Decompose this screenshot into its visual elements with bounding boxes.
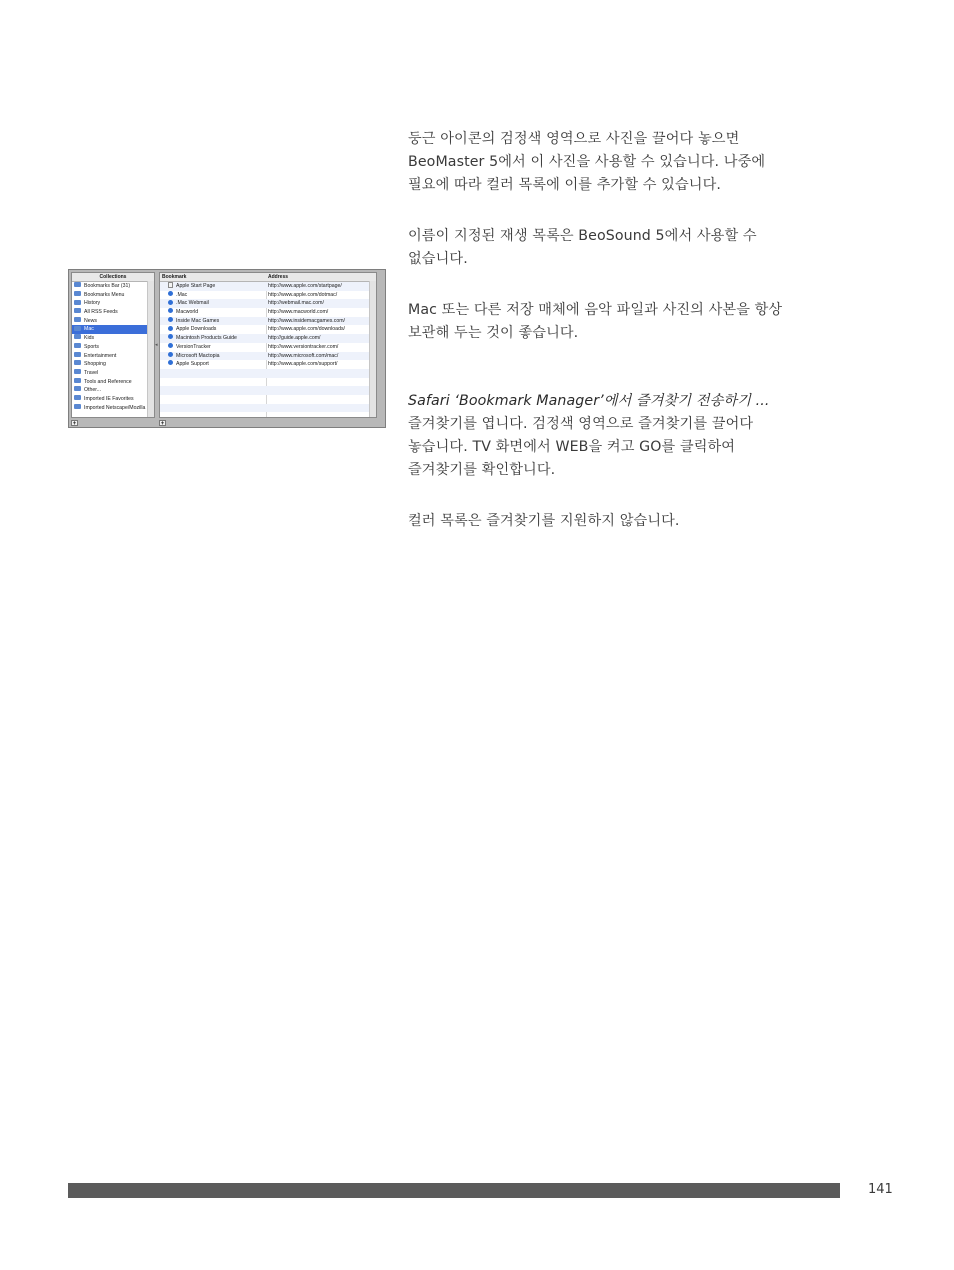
folder-icon [74, 326, 81, 331]
collection-label: News [84, 317, 97, 324]
globe-icon [168, 360, 173, 365]
collection-item [72, 395, 154, 404]
address-column-header: Address [268, 274, 289, 280]
empty-row [160, 395, 376, 404]
collection-label: Other... [84, 387, 102, 394]
bookmark-name: Apple Start Page [176, 283, 216, 289]
bookmark-name: .Mac [176, 291, 188, 298]
bookmark-list [160, 282, 376, 412]
collection-label: History [84, 300, 101, 307]
collection-label: Mac [84, 326, 94, 333]
collection-item [72, 334, 154, 343]
page-icon [168, 282, 173, 288]
collection-item [72, 369, 154, 378]
globe-icon [168, 352, 173, 357]
bookmark-address: http://www.versiontracker.com/ [268, 343, 339, 350]
bookmark-name: Inside Mac Games [176, 317, 220, 324]
bookmark-row [160, 308, 376, 317]
collection-item [72, 404, 154, 413]
folder-icon [74, 360, 81, 365]
empty-row [160, 386, 376, 395]
globe-icon [168, 300, 173, 305]
bookmark-address: http://www.apple.com/dotmac/ [268, 291, 338, 298]
bookmark-address: http://www.apple.com/support/ [268, 361, 338, 368]
folder-icon [74, 282, 81, 287]
folder-icon [74, 334, 81, 339]
collection-item [72, 360, 154, 369]
globe-icon [168, 326, 173, 331]
collection-item [72, 352, 154, 361]
bookmark-address: http://webmail.mac.com/ [268, 300, 324, 307]
bookmark-address: http://www.insidemacgames.com/ [268, 317, 345, 324]
collection-label: All RSS Feeds [84, 309, 118, 316]
folder-icon [74, 378, 81, 383]
bookmark-name: Macintosh Products Guide [176, 335, 237, 342]
collection-label: Shopping [84, 361, 106, 368]
bookmark-address: http://guide.apple.com/ [268, 335, 321, 342]
collection-label: Travel [84, 369, 99, 376]
bookmark-row [160, 299, 376, 308]
bookmark-name: .Mac Webmail [176, 300, 209, 307]
empty-row [160, 378, 376, 387]
bookmark-row [160, 317, 376, 326]
collection-label: Sports [84, 343, 99, 350]
add-collection-icon: + [72, 421, 77, 427]
folder-icon [74, 352, 81, 357]
folder-icon [74, 386, 81, 391]
collection-item [72, 317, 154, 326]
footer-bar [68, 1183, 840, 1198]
bookmark-row [160, 352, 376, 361]
pane-splitter-icon: ◂ [155, 342, 158, 348]
bookmark-row [160, 325, 376, 334]
paragraph-safari [408, 367, 848, 482]
collection-label: Entertainment [84, 352, 117, 359]
safari-body: 즐겨찾기를 엽니다. 검정색 영역으로 즐겨찾기를 끌어다 놓습니다. TV 화면에서 WEB을 켜고 GO를 클릭하여 즐겨찾기를 확인합니다. [408, 416, 754, 478]
bookmark-name: Apple Downloads [176, 326, 217, 333]
bookmark-row [160, 282, 376, 291]
bookmark-row [160, 343, 376, 352]
collection-item [72, 378, 154, 387]
bookmark-row [160, 334, 376, 343]
bookmark-address: http://www.microsoft.com/mac/ [268, 352, 339, 359]
body-text-column [408, 128, 848, 533]
bookmark-manager-screenshot [68, 269, 386, 428]
empty-row [160, 369, 376, 378]
paragraph-color-list: 컬러 목록은 즐겨찾기를 지원하지 않습니다. [408, 513, 680, 529]
folder-icon [74, 308, 81, 313]
bookmarks-pane [159, 272, 377, 418]
collection-label: Bookmarks Menu [84, 291, 125, 298]
bookmark-address: http://www.macworld.com/ [268, 309, 329, 316]
page-number: 141 [868, 1182, 893, 1197]
collection-item [72, 299, 154, 308]
paragraph-named-playlists: 이름이 지정된 재생 목록은 BeoSound 5에서 사용할 수 없습니다. [408, 228, 757, 267]
collection-item [72, 308, 154, 317]
bookmark-address: http://www.apple.com/downloads/ [268, 326, 345, 333]
globe-icon [168, 308, 173, 313]
folder-icon [74, 317, 81, 322]
globe-icon [168, 317, 173, 322]
collection-label: Imported IE Favorites [84, 395, 134, 402]
bookmarks-scrollbar [369, 281, 376, 417]
bookmark-name: VersionTracker [176, 343, 211, 350]
safari-heading: Safari ‘Bookmark Manager’에서 즐겨찾기 전송하기 ... [408, 393, 770, 409]
empty-row [160, 404, 376, 413]
paragraph-photo-drag: 둥근 아이콘의 검정색 영역으로 사진을 끌어다 놓으면 BeoMaster 5에서 이 사진을 사용할 수 있습니다. 나중에 필요에 따라 컬러 목록에 이를 추가할 수 있습니다. [408, 131, 766, 193]
bookmark-column-header: Bookmark [162, 274, 187, 280]
bookmark-name: Apple Support [176, 361, 209, 368]
globe-icon [168, 343, 173, 348]
bookmark-address: http://www.apple.com/startpage/ [268, 283, 342, 289]
bookmark-row [160, 360, 376, 369]
bookmark-row [160, 291, 376, 300]
folder-icon [74, 369, 81, 374]
globe-icon [168, 334, 173, 339]
collection-label: Bookmarks Bar (31) [84, 283, 131, 289]
add-bookmark-icon: + [160, 421, 165, 427]
paragraph-backup: Mac 또는 다른 저장 매체에 음악 파일과 사진의 사본을 항상 보관해 두는 것이 좋습니다. [408, 302, 783, 341]
collections-pane [71, 272, 155, 418]
collections-list [72, 282, 154, 412]
folder-icon [74, 395, 81, 400]
collection-item [72, 343, 154, 352]
collection-label: Imported Netscape/Mozilla [84, 404, 146, 411]
collection-label: Kids [84, 335, 95, 342]
collection-item [72, 325, 154, 334]
collections-scrollbar [147, 281, 154, 417]
bookmark-name: Macworld [176, 309, 199, 316]
bookmark-name: Microsoft Mactopia [176, 352, 220, 359]
folder-icon [74, 404, 81, 409]
collection-item [72, 386, 154, 395]
folder-icon [74, 291, 81, 296]
collection-item [72, 291, 154, 300]
folder-icon [74, 300, 81, 305]
collection-label: Tools and Reference [84, 378, 132, 385]
collection-item [72, 282, 154, 291]
globe-icon [168, 291, 173, 296]
collections-header: Collections [72, 273, 154, 282]
folder-icon [74, 343, 81, 348]
bookmarks-header-row [160, 273, 376, 282]
